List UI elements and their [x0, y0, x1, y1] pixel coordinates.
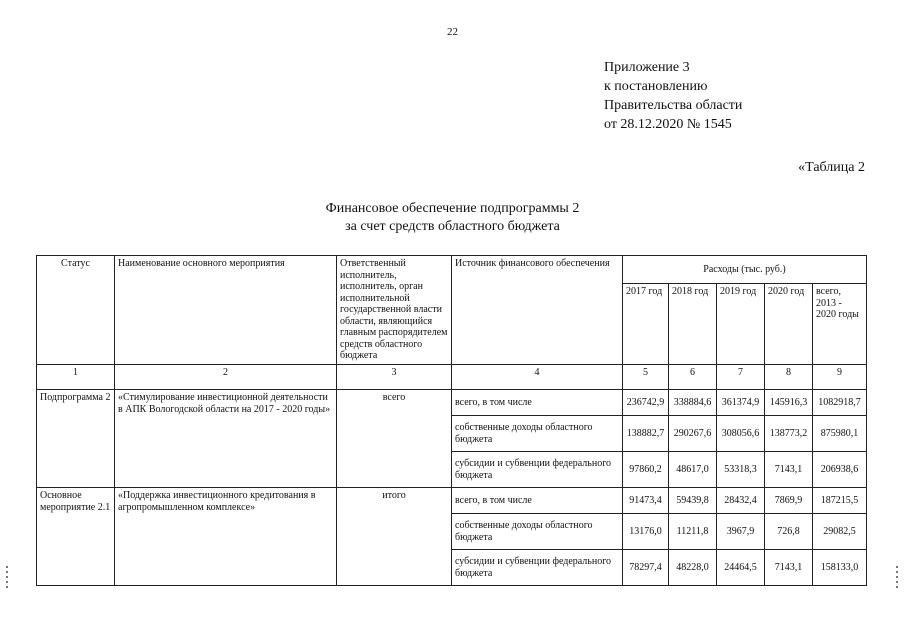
appendix-line: от 28.12.2020 № 1545	[604, 117, 732, 132]
header-year: 2018 год	[669, 284, 717, 365]
row-name: «Поддержка инвестиционного кредитования в агропромышленном комплексе»	[115, 488, 337, 586]
header-name: Наименование основного мероприятия	[115, 256, 337, 365]
table-row	[37, 390, 867, 416]
value-cell: 3967,9	[717, 514, 765, 550]
value-cell: 13176,0	[623, 514, 669, 550]
header-year: 2017 год	[623, 284, 669, 365]
value-cell: 726,8	[765, 514, 813, 550]
column-number: 8	[765, 365, 813, 390]
page-number: 22	[447, 26, 458, 38]
appendix-line: Приложение 3	[604, 60, 690, 75]
scan-margin-mark	[896, 566, 898, 590]
row-source: всего, в том числе	[452, 488, 623, 514]
value-cell: 138773,2	[765, 416, 813, 452]
value-cell: 28432,4	[717, 488, 765, 514]
value-cell: 875980,1	[813, 416, 867, 452]
value-cell: 59439,8	[669, 488, 717, 514]
value-cell: 48228,0	[669, 550, 717, 586]
row-status: Основное мероприятие 2.1	[37, 488, 115, 586]
value-cell: 48617,0	[669, 452, 717, 488]
column-number: 2	[115, 365, 337, 390]
row-source: собственные доходы областного бюджета	[452, 514, 623, 550]
value-cell: 1082918,7	[813, 390, 867, 416]
column-number: 5	[623, 365, 669, 390]
header-source: Источник финансового обеспечения	[452, 256, 623, 365]
value-cell: 7143,1	[765, 550, 813, 586]
value-cell: 91473,4	[623, 488, 669, 514]
row-source: субсидии и субвенции федерального бюджета	[452, 452, 623, 488]
value-cell: 187215,5	[813, 488, 867, 514]
document-title	[0, 200, 905, 236]
appendix-block	[604, 58, 742, 134]
financing-table	[36, 255, 867, 586]
value-cell: 138882,7	[623, 416, 669, 452]
title-line: за счет средств областного бюджета	[345, 219, 560, 234]
value-cell: 361374,9	[717, 390, 765, 416]
table-row	[37, 488, 867, 514]
value-cell: 145916,3	[765, 390, 813, 416]
value-cell: 78297,4	[623, 550, 669, 586]
header-year: 2020 год	[765, 284, 813, 365]
scan-margin-mark	[6, 566, 8, 590]
value-cell: 29082,5	[813, 514, 867, 550]
row-source: субсидии и субвенции федерального бюджета	[452, 550, 623, 586]
column-number: 6	[669, 365, 717, 390]
column-number: 1	[37, 365, 115, 390]
header-total: всего, 2013 - 2020 годы	[813, 284, 867, 365]
column-number: 9	[813, 365, 867, 390]
row-source: всего, в том числе	[452, 390, 623, 416]
header-year: 2019 год	[717, 284, 765, 365]
value-cell: 7869,9	[765, 488, 813, 514]
appendix-line: к постановлению	[604, 79, 708, 94]
value-cell: 158133,0	[813, 550, 867, 586]
value-cell: 7143,1	[765, 452, 813, 488]
title-line: Финансовое обеспечение подпрограммы 2	[325, 201, 580, 216]
row-status: Подпрограмма 2	[37, 390, 115, 488]
value-cell: 308056,6	[717, 416, 765, 452]
value-cell: 97860,2	[623, 452, 669, 488]
header-expenses: Расходы (тыс. руб.)	[623, 256, 867, 284]
column-number: 3	[337, 365, 452, 390]
table-label: «Таблица 2	[798, 160, 865, 175]
row-source: собственные доходы областного бюджета	[452, 416, 623, 452]
value-cell: 24464,5	[717, 550, 765, 586]
column-number: 4	[452, 365, 623, 390]
value-cell: 206938,6	[813, 452, 867, 488]
row-name: «Стимулирование инвестиционной деятельности в АПК Вологодской области на 2017 - 2020 годы»	[115, 390, 337, 488]
value-cell: 338884,6	[669, 390, 717, 416]
value-cell: 53318,3	[717, 452, 765, 488]
value-cell: 236742,9	[623, 390, 669, 416]
row-responsible: итого	[337, 488, 452, 586]
header-status: Статус	[37, 256, 115, 365]
header-responsible: Ответственный исполнитель, исполнитель, орган исполнительной государственной власти области, являющийся главным распорядителем средств областного бюджета	[337, 256, 452, 365]
column-number: 7	[717, 365, 765, 390]
value-cell: 11211,8	[669, 514, 717, 550]
appendix-line: Правительства области	[604, 98, 743, 113]
row-responsible: всего	[337, 390, 452, 488]
value-cell: 290267,6	[669, 416, 717, 452]
